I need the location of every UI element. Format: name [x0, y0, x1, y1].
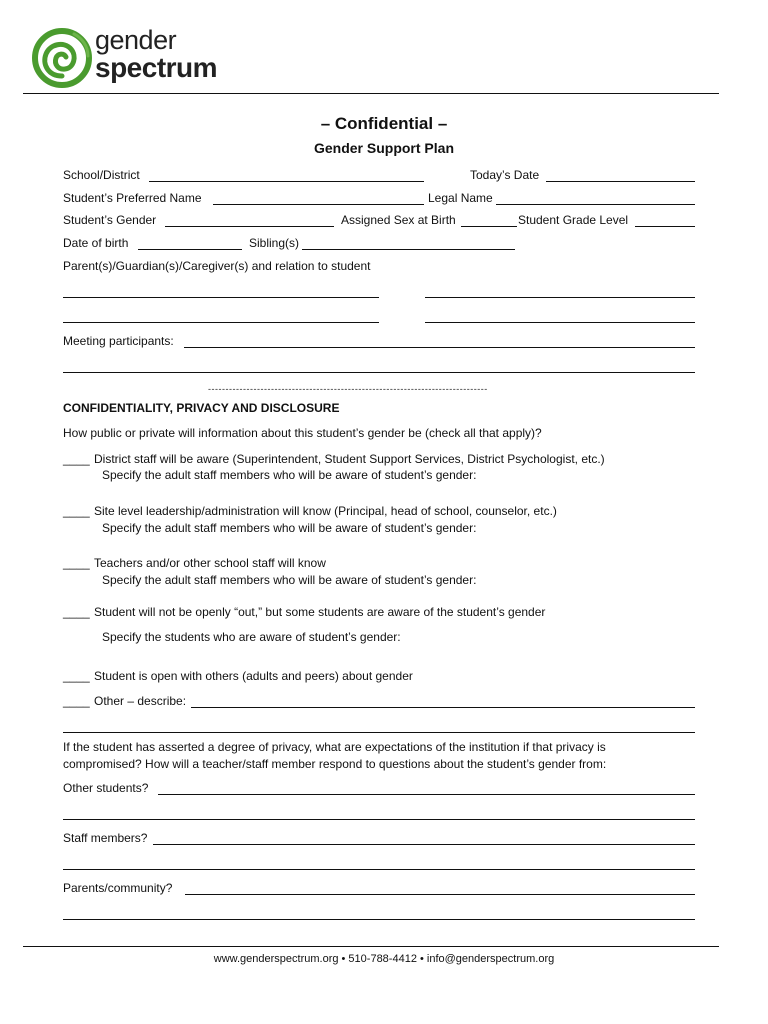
meeting-field-2[interactable]	[63, 372, 695, 373]
option-5-checkbox[interactable]: ____	[63, 669, 90, 683]
gender-field[interactable]	[165, 226, 334, 227]
todays-date-field[interactable]	[546, 181, 695, 182]
section-separator: --------------------------------------------------------------------------------	[208, 384, 488, 394]
parents-community-label: Parents/community?	[63, 881, 173, 895]
meeting-field-1[interactable]	[184, 347, 695, 348]
school-field[interactable]	[149, 181, 424, 182]
other-describe-field-1[interactable]	[191, 707, 695, 708]
header-divider	[23, 93, 719, 94]
siblings-field[interactable]	[302, 249, 515, 250]
logo-line1: gender	[95, 25, 177, 55]
staff-members-label: Staff members?	[63, 831, 148, 845]
option-3-specify: Specify the adult staff members who will be aware of student’s gender:	[102, 573, 477, 587]
option-1-checkbox[interactable]: ____	[63, 452, 90, 466]
dob-label: Date of birth	[63, 236, 129, 250]
logo-swirl-icon	[30, 24, 94, 90]
privacy-question-line2: compromised? How will a teacher/staff member respond to questions about the student’s gender from:	[63, 757, 607, 771]
option-2-checkbox[interactable]: ____	[63, 504, 90, 518]
option-4-specify: Specify the students who are aware of student’s gender:	[102, 630, 401, 644]
grade-level-label: Student Grade Level	[518, 213, 629, 227]
option-3-checkbox[interactable]: ____	[63, 556, 90, 570]
parents-community-field-2[interactable]	[63, 919, 695, 920]
meeting-label: Meeting participants:	[63, 334, 174, 348]
page-title: – Confidential –	[320, 114, 448, 133]
option-1-specify: Specify the adult staff members who will be aware of student’s gender:	[102, 468, 477, 482]
assigned-sex-field[interactable]	[461, 226, 517, 227]
option-4-label: Student will not be openly “out,” but some students are aware of the student’s gender	[94, 605, 546, 619]
gender-label: Student’s Gender	[63, 213, 157, 227]
siblings-label: Sibling(s)	[249, 236, 300, 250]
logo-line2: spectrum	[95, 52, 218, 83]
parents-field-4[interactable]	[425, 322, 695, 323]
todays-date-label: Today’s Date	[470, 168, 540, 182]
legal-name-field[interactable]	[496, 204, 695, 205]
staff-members-field-1[interactable]	[153, 844, 695, 845]
option-5-label: Student is open with others (adults and peers) about gender	[94, 669, 413, 683]
preferred-name-field[interactable]	[213, 204, 424, 205]
logo	[30, 24, 94, 90]
option-1-label: District staff will be aware (Superintendent, Student Support Services, District Psychologist, etc.)	[94, 452, 605, 466]
option-2-specify: Specify the adult staff members who will be aware of student’s gender:	[102, 521, 477, 535]
section-question: How public or private will information about this student’s gender be (check all that apply)?	[63, 426, 542, 440]
option-2-label: Site level leadership/administration will know (Principal, head of school, counselor, etc.)	[94, 504, 557, 518]
assigned-sex-label: Assigned Sex at Birth	[341, 213, 456, 227]
option-4-checkbox[interactable]: ____	[63, 605, 90, 619]
preferred-name-label: Student’s Preferred Name	[63, 191, 202, 205]
parents-field-3[interactable]	[63, 322, 379, 323]
logo-wordmark	[95, 26, 217, 82]
school-label: School/District	[63, 168, 140, 182]
grade-level-field[interactable]	[635, 226, 695, 227]
parents-field-2[interactable]	[425, 297, 695, 298]
footer-divider	[23, 946, 719, 947]
legal-name-label: Legal Name	[428, 191, 493, 205]
parents-field-1[interactable]	[63, 297, 379, 298]
option-6-checkbox[interactable]: ____	[63, 694, 90, 708]
staff-members-field-2[interactable]	[63, 869, 695, 870]
parents-community-field-1[interactable]	[185, 894, 695, 895]
option-3-label: Teachers and/or other school staff will know	[94, 556, 326, 570]
other-describe-field-2[interactable]	[63, 732, 695, 733]
parents-label: Parent(s)/Guardian(s)/Caregiver(s) and relation to student	[63, 259, 371, 273]
section-heading: CONFIDENTIALITY, PRIVACY AND DISCLOSURE	[63, 401, 340, 415]
option-6-label: Other – describe:	[94, 694, 187, 708]
other-students-label: Other students?	[63, 781, 149, 795]
other-students-field-1[interactable]	[158, 794, 695, 795]
footer-contact: www.genderspectrum.org • 510-788-4412 • info@genderspectrum.org	[213, 953, 555, 965]
dob-field[interactable]	[138, 249, 242, 250]
other-students-field-2[interactable]	[63, 819, 695, 820]
page-subtitle: Gender Support Plan	[313, 140, 454, 156]
privacy-question-line1: If the student has asserted a degree of privacy, what are expectations of the institution if that privacy is	[63, 740, 606, 754]
